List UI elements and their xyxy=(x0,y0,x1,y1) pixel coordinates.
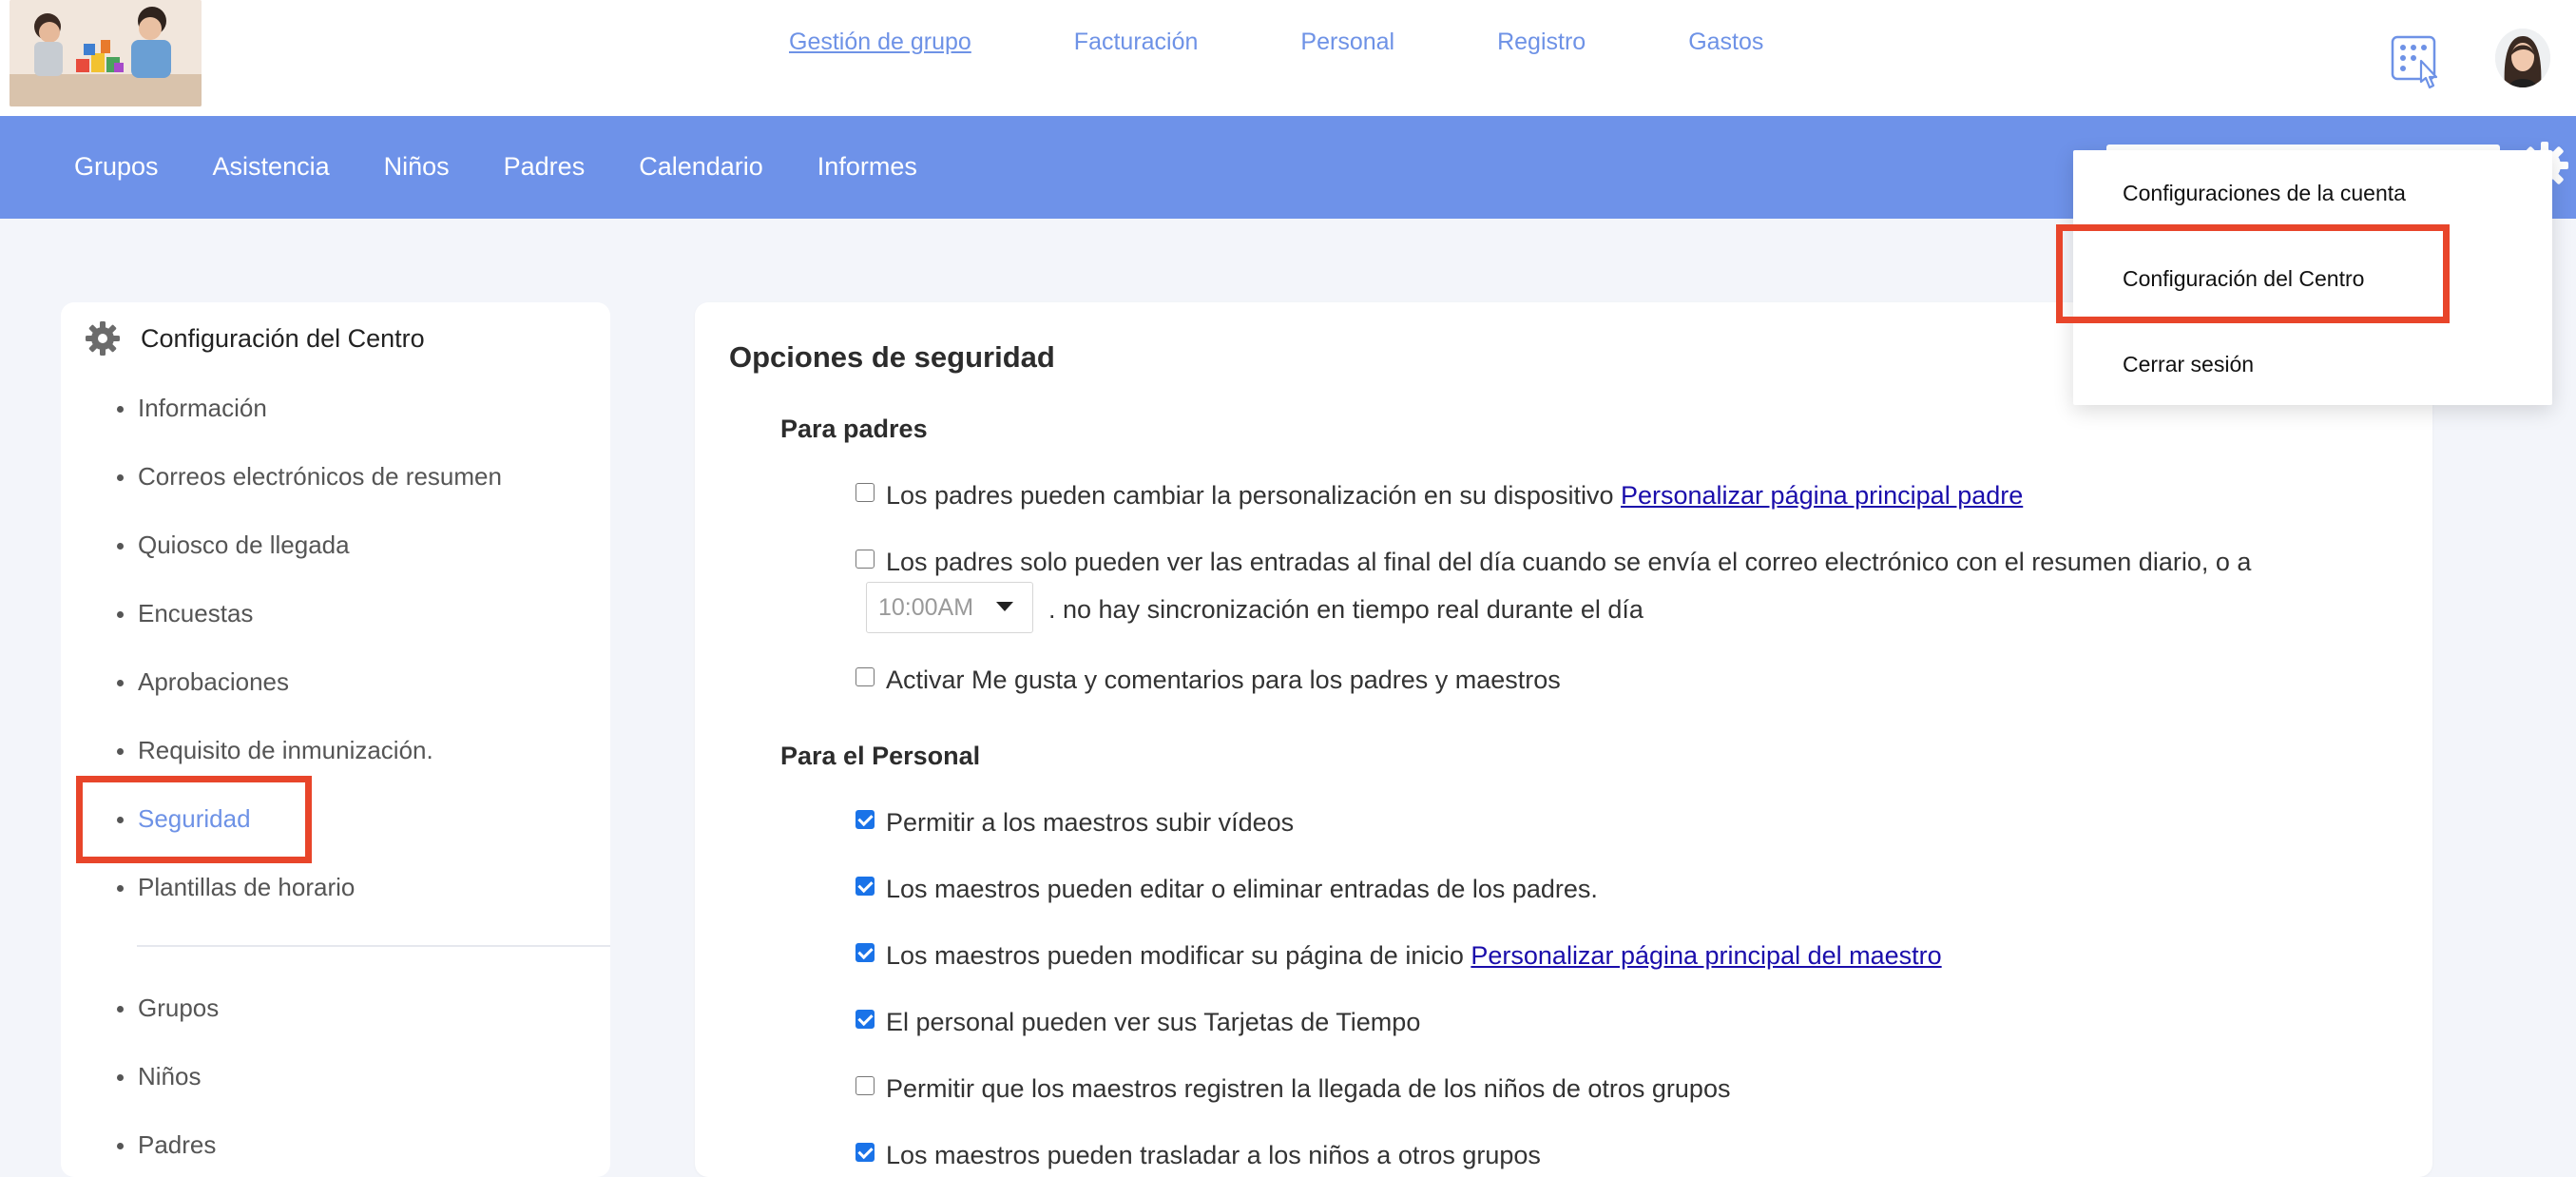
option-parents-end-of-day-line1: Los padres solo pueden ver las entradas al final del día cuando se envía el correo electrónico con el resumen diario, o a xyxy=(886,548,2252,576)
sidebar-item-encuestas[interactable]: Encuestas xyxy=(138,599,254,627)
link-customize-teacher-home[interactable]: Personalizar página principal del maestro xyxy=(1471,941,1942,970)
top-nav-gastos[interactable]: Gastos xyxy=(1688,29,1764,55)
sidebar-item-inmunizacion[interactable]: Requisito de inmunización. xyxy=(138,736,433,764)
settings-sidebar xyxy=(61,302,610,1177)
option-parents-customize xyxy=(886,481,2023,511)
security-options-card xyxy=(695,302,2432,1177)
option-label: Los maestros pueden modificar su página de inicio xyxy=(886,941,1464,970)
option-staff-checkin-other-groups: Permitir que los maestros registren la llegada de los niños de otros grupos xyxy=(886,1074,1731,1103)
link-customize-parent-home[interactable]: Personalizar página principal padre xyxy=(1620,481,2024,510)
option-staff-timecards: El personal pueden ver sus Tarjetas de Tiempo xyxy=(886,1008,1421,1036)
option-staff-move-children: Los maestros pueden trasladar a los niños a otros grupos xyxy=(886,1141,1541,1169)
checkbox-staff-edit-parent-entries[interactable] xyxy=(855,877,875,896)
sidebar-item-grupos[interactable]: Grupos xyxy=(138,994,220,1022)
section-heading-staff: Para el Personal xyxy=(780,742,981,770)
sidebar-item-plantillas-horario[interactable]: Plantillas de horario xyxy=(138,873,356,901)
option-label: Los padres pueden cambiar la personalización en su dispositivo xyxy=(886,481,1614,510)
section-heading-parents: Para padres xyxy=(780,415,928,443)
section-nav-ninos[interactable]: Niños xyxy=(383,152,450,181)
checkbox-staff-upload-videos[interactable] xyxy=(855,810,875,829)
section-nav-padres[interactable]: Padres xyxy=(503,152,586,181)
gear-icon xyxy=(84,319,122,357)
top-nav-facturacion[interactable]: Facturación xyxy=(1073,29,1199,55)
checkbox-staff-move-children[interactable] xyxy=(855,1143,875,1162)
checkbox-parents-end-of-day[interactable] xyxy=(855,550,875,569)
logo-image[interactable] xyxy=(10,0,202,106)
checkbox-parents-customize[interactable] xyxy=(855,483,875,502)
checkbox-parents-likes-comments[interactable] xyxy=(855,667,875,686)
checkbox-staff-customize-home[interactable] xyxy=(855,943,875,962)
option-parents-likes-comments: Activar Me gusta y comentarios para los padres y maestros xyxy=(886,666,1561,694)
time-select-dropdown[interactable] xyxy=(866,582,1033,633)
sidebar-item-padres[interactable]: Padres xyxy=(138,1130,217,1159)
menu-item-logout[interactable]: Cerrar sesión xyxy=(2123,352,2255,376)
sidebar-item-informacion[interactable]: Información xyxy=(138,394,267,422)
sidebar-title xyxy=(84,319,425,357)
top-nav xyxy=(789,29,1866,56)
section-nav-grupos[interactable]: Grupos xyxy=(74,152,159,181)
sidebar-item-aprobaciones[interactable]: Aprobaciones xyxy=(138,667,289,696)
menu-item-account-settings[interactable]: Configuraciones de la cuenta xyxy=(2123,181,2406,205)
sidebar-title-label: Configuración del Centro xyxy=(141,323,425,353)
option-parents-end-of-day-line2: . no hay sincronización en tiempo real durante el día xyxy=(1048,595,1644,624)
section-nav-calendario[interactable]: Calendario xyxy=(639,152,763,181)
top-header xyxy=(0,0,2576,116)
time-select-value: 10:00AM xyxy=(878,594,974,621)
chevron-down-icon xyxy=(996,602,1013,611)
checkbox-staff-checkin-other-groups[interactable] xyxy=(855,1076,875,1095)
section-nav-informes[interactable]: Informes xyxy=(817,152,917,181)
sidebar-item-quiosco[interactable]: Quiosco de llegada xyxy=(138,531,350,559)
sidebar-divider xyxy=(137,945,610,947)
page-title: Opciones de seguridad xyxy=(729,340,1055,374)
checkbox-staff-timecards[interactable] xyxy=(855,1010,875,1029)
sidebar-item-seguridad[interactable]: Seguridad xyxy=(138,804,251,833)
sidebar-item-correos-resumen[interactable]: Correos electrónicos de resumen xyxy=(138,462,502,491)
keypad-touch-icon[interactable] xyxy=(2390,34,2447,95)
option-staff-edit-parent-entries: Los maestros pueden editar o eliminar entradas de los padres. xyxy=(886,875,1598,903)
user-avatar[interactable] xyxy=(2495,29,2550,87)
top-nav-gestion-de-grupo[interactable]: Gestión de grupo xyxy=(789,29,971,55)
option-staff-customize-home xyxy=(886,941,1942,971)
option-staff-upload-videos: Permitir a los maestros subir vídeos xyxy=(886,808,1295,837)
top-nav-registro[interactable]: Registro xyxy=(1497,29,1586,55)
top-nav-personal[interactable]: Personal xyxy=(1300,29,1395,55)
section-nav-asistencia[interactable]: Asistencia xyxy=(212,152,330,181)
menu-item-center-settings[interactable]: Configuración del Centro xyxy=(2123,266,2365,291)
sidebar-item-ninos[interactable]: Niños xyxy=(138,1062,202,1090)
settings-dropdown-menu xyxy=(2073,150,2552,405)
